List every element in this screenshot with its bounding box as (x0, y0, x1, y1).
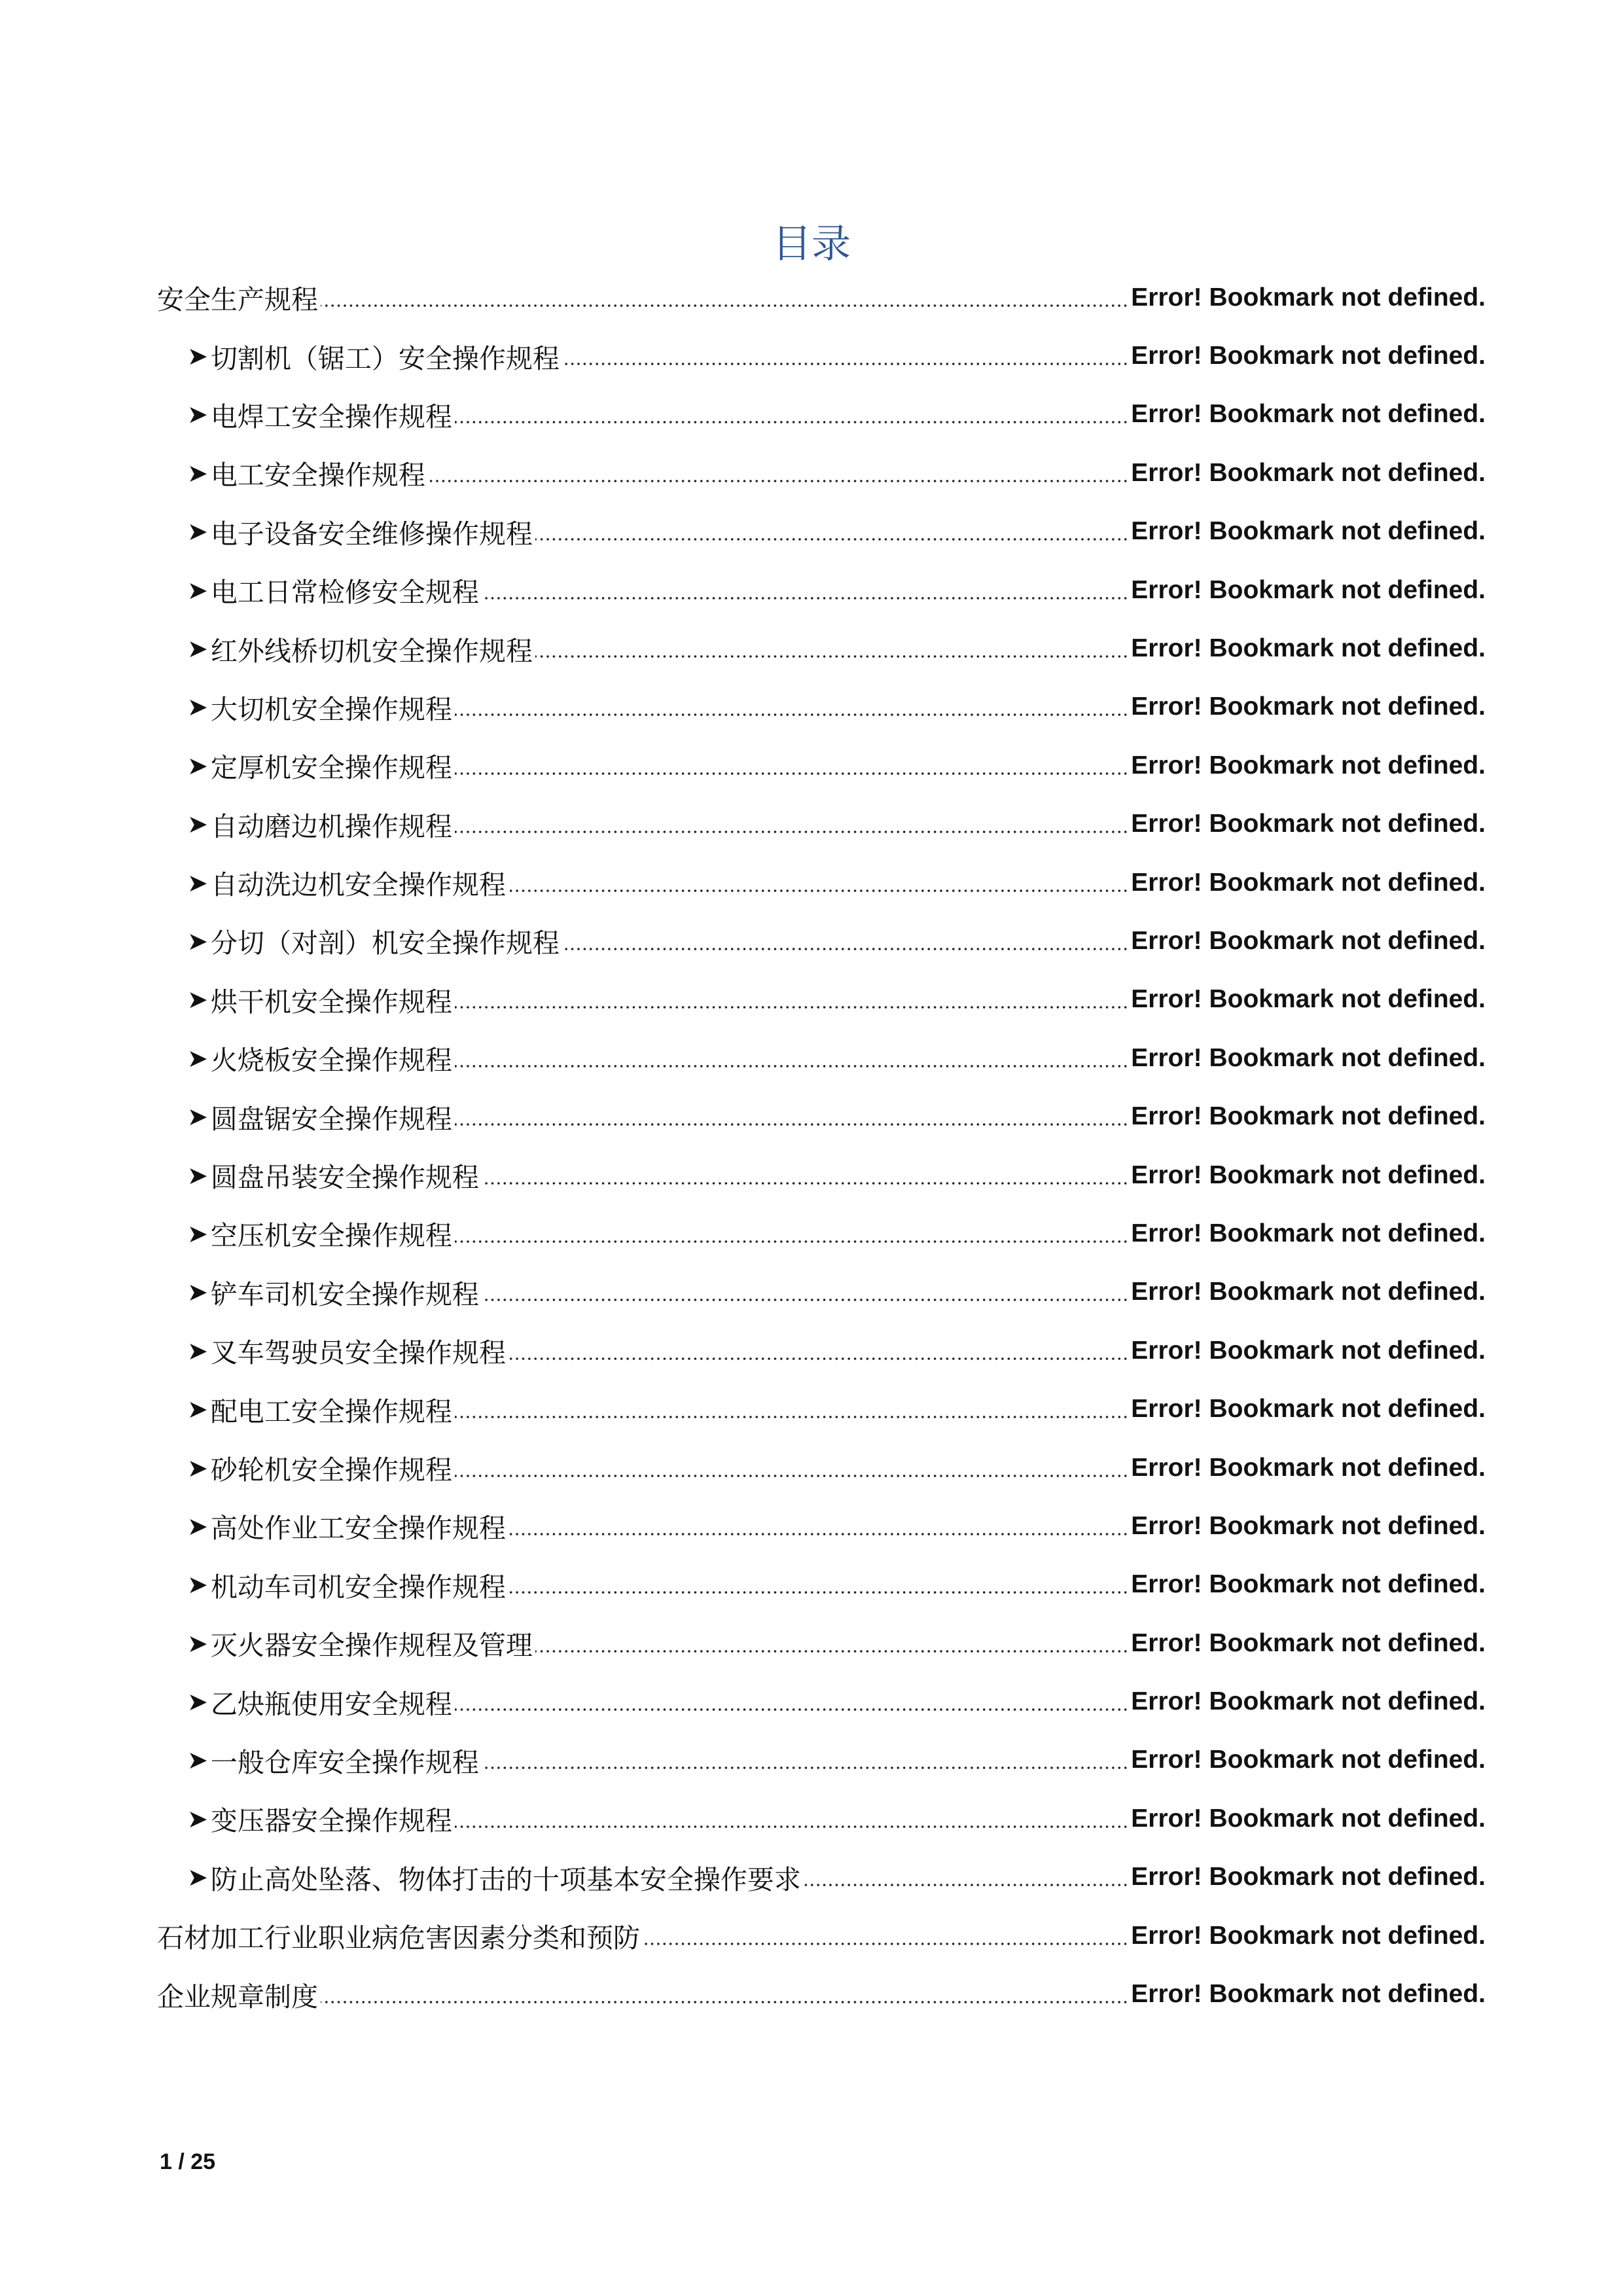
toc-page-reference: Error! Bookmark not defined. (1131, 692, 1486, 721)
toc-page-reference: Error! Bookmark not defined. (1131, 1395, 1486, 1424)
toc-entry[interactable] (157, 1556, 1486, 1614)
dot-leader (535, 655, 1128, 658)
arrow-bullet-icon: ➤ (187, 1278, 208, 1307)
arrow-bullet-icon: ➤ (187, 1160, 208, 1190)
dot-leader (643, 1943, 1128, 1945)
toc-entry[interactable] (157, 971, 1486, 1029)
toc-entry-title (187, 1624, 533, 1662)
dot-leader (508, 1591, 1128, 1594)
arrow-bullet-icon: ➤ (187, 1102, 208, 1132)
page-title: 目录 (772, 221, 851, 267)
arrow-bullet-icon: ➤ (187, 868, 208, 897)
toc-page-reference: Error! Bookmark not defined. (1131, 575, 1486, 604)
toc-entry-title (187, 1156, 479, 1194)
toc-entry-label: 砂轮机安全操作规程 (210, 1454, 452, 1486)
arrow-bullet-icon: ➤ (187, 1804, 208, 1833)
toc-entry[interactable] (157, 268, 1486, 327)
toc-page-reference: Error! Bookmark not defined. (1131, 926, 1486, 955)
dot-leader (482, 1299, 1128, 1301)
toc-entry-label: 空压机安全操作规程 (210, 1220, 452, 1252)
toc-page-reference: Error! Bookmark not defined. (1131, 751, 1486, 780)
toc-entry-title (187, 1390, 452, 1429)
toc-entry-label: 乙炔瓶使用安全规程 (210, 1688, 452, 1720)
arrow-bullet-icon: ➤ (187, 1570, 208, 1600)
toc-entry-label: 电子设备安全维修操作规程 (210, 518, 533, 550)
dot-leader (455, 1240, 1128, 1243)
toc-entry-label: 灭火器安全操作规程及管理 (210, 1630, 533, 1662)
toc-page-reference: Error! Bookmark not defined. (1131, 283, 1486, 312)
toc-entry[interactable] (157, 1672, 1486, 1731)
toc-page-reference: Error! Bookmark not defined. (1131, 1980, 1486, 2009)
toc-entry[interactable] (157, 678, 1486, 736)
toc-entry[interactable] (157, 1029, 1486, 1087)
arrow-bullet-icon: ➤ (187, 342, 208, 371)
dot-leader (455, 1475, 1128, 1477)
dot-leader (455, 1065, 1128, 1067)
toc-page-reference: Error! Bookmark not defined. (1131, 1219, 1486, 1247)
toc-entry[interactable] (157, 1907, 1486, 1965)
toc-page-reference: Error! Bookmark not defined. (1131, 1570, 1486, 1599)
arrow-bullet-icon: ➤ (187, 1687, 208, 1717)
dot-leader (535, 538, 1128, 541)
toc-entry-label: 叉车驾驶员安全操作规程 (210, 1337, 506, 1369)
toc-entry-label: 企业规章制度 (157, 1981, 318, 2013)
toc-entry[interactable] (157, 1614, 1486, 1672)
toc-page-reference: Error! Bookmark not defined. (1131, 517, 1486, 546)
toc-page-reference: Error! Bookmark not defined. (1131, 1453, 1486, 1482)
toc-entry[interactable] (157, 1497, 1486, 1555)
toc-page-reference: Error! Bookmark not defined. (1131, 1278, 1486, 1306)
toc-entry[interactable] (157, 561, 1486, 619)
dot-leader (321, 304, 1128, 307)
toc-entry-label: 石材加工行业职业病危害因素分类和预防 (157, 1922, 640, 1954)
arrow-bullet-icon: ➤ (187, 985, 208, 1014)
arrow-bullet-icon: ➤ (187, 517, 208, 547)
toc-entry[interactable] (157, 1848, 1486, 1907)
arrow-bullet-icon: ➤ (187, 1453, 208, 1482)
toc-entry-label: 自动磨边机操作规程 (210, 810, 452, 842)
arrow-bullet-icon: ➤ (187, 926, 208, 956)
dot-leader (508, 1533, 1128, 1535)
toc-entry-label: 配电工安全操作规程 (210, 1395, 452, 1427)
toc-entry-title (157, 1975, 318, 2014)
toc-entry[interactable] (157, 1321, 1486, 1380)
toc-entry[interactable] (157, 1204, 1486, 1263)
toc-entry[interactable] (157, 1380, 1486, 1438)
toc-entry-label: 圆盘锯安全操作规程 (210, 1103, 452, 1135)
toc-entry-label: 大切机安全操作规程 (210, 693, 452, 725)
dot-leader (455, 1123, 1128, 1126)
dot-leader (508, 1357, 1128, 1360)
dot-leader (508, 889, 1128, 892)
toc-page-reference: Error! Bookmark not defined. (1131, 1102, 1486, 1131)
toc-entry-title (157, 1916, 640, 1955)
toc-entry[interactable] (157, 327, 1486, 385)
dot-leader (562, 948, 1128, 950)
toc-page-reference: Error! Bookmark not defined. (1131, 985, 1486, 1014)
dot-leader (455, 421, 1128, 423)
dot-leader (455, 831, 1128, 833)
toc-page-reference: Error! Bookmark not defined. (1131, 1511, 1486, 1540)
toc-entry[interactable] (157, 1789, 1486, 1848)
toc-entry[interactable] (157, 1439, 1486, 1497)
arrow-bullet-icon: ➤ (187, 692, 208, 722)
toc-entry-title (187, 922, 560, 960)
toc-entry-title (187, 1507, 506, 1545)
toc-entry-label: 分切（对剖）机安全操作规程 (210, 927, 560, 960)
dot-leader (482, 597, 1128, 600)
toc-page-reference: Error! Bookmark not defined. (1131, 342, 1486, 370)
arrow-bullet-icon: ➤ (187, 1043, 208, 1073)
dot-leader (455, 1006, 1128, 1009)
toc-entry-label: 电焊工安全操作规程 (210, 401, 452, 433)
arrow-bullet-icon: ➤ (187, 634, 208, 664)
toc-entry[interactable] (157, 619, 1486, 677)
toc-page-reference: Error! Bookmark not defined. (1131, 458, 1486, 487)
toc-entry-label: 机动车司机安全操作规程 (210, 1571, 506, 1603)
toc-entry-title (187, 1799, 452, 1838)
toc-entry[interactable] (157, 1087, 1486, 1145)
toc-entry-label: 变压器安全操作规程 (210, 1805, 452, 1837)
toc-entry-title (187, 337, 560, 376)
toc-page-reference: Error! Bookmark not defined. (1131, 1628, 1486, 1657)
dot-leader (482, 1182, 1128, 1185)
toc-entry-title (187, 1566, 506, 1604)
toc-entry[interactable] (157, 1731, 1486, 1789)
toc-entry-label: 一般仓库安全操作规程 (210, 1746, 479, 1778)
arrow-bullet-icon: ➤ (187, 458, 208, 488)
toc-entry-title (187, 1741, 479, 1780)
toc-entry[interactable] (157, 444, 1486, 502)
dot-leader (562, 363, 1128, 365)
toc-page-reference: Error! Bookmark not defined. (1131, 1160, 1486, 1189)
dot-leader (455, 1708, 1128, 1711)
toc-page-reference: Error! Bookmark not defined. (1131, 868, 1486, 897)
toc-entry-title (187, 1331, 506, 1370)
toc-entry-label: 高处作业工安全操作规程 (210, 1513, 506, 1545)
arrow-bullet-icon: ➤ (187, 751, 208, 780)
arrow-bullet-icon: ➤ (187, 1628, 208, 1658)
arrow-bullet-icon: ➤ (187, 1863, 208, 1892)
toc-entry-title (187, 688, 452, 726)
toc-entry-title (187, 863, 506, 902)
arrow-bullet-icon: ➤ (187, 575, 208, 605)
toc-entry-label: 圆盘吊装安全操作规程 (210, 1162, 479, 1194)
toc-entry-title (187, 805, 452, 844)
toc-entry[interactable] (157, 503, 1486, 561)
toc-page-reference: Error! Bookmark not defined. (1131, 1687, 1486, 1716)
toc-entry-title (187, 454, 425, 492)
toc-entry-label: 红外线桥切机安全操作规程 (210, 635, 533, 667)
dot-leader (535, 1650, 1128, 1653)
arrow-bullet-icon: ➤ (187, 1219, 208, 1248)
toc-page-reference: Error! Bookmark not defined. (1131, 1804, 1486, 1833)
toc-entry-title (187, 1273, 479, 1312)
toc-entry-title (187, 571, 479, 609)
dot-leader (455, 1416, 1128, 1418)
toc-entry-label: 切割机（锯工）安全操作规程 (210, 342, 560, 374)
toc-entry-label: 电工日常检修安全规程 (210, 577, 479, 609)
toc-entry-title (187, 1683, 452, 1721)
toc-entry[interactable] (157, 1146, 1486, 1204)
toc-page-reference: Error! Bookmark not defined. (1131, 1746, 1486, 1774)
table-of-contents (157, 268, 1486, 2024)
arrow-bullet-icon: ➤ (187, 1746, 208, 1775)
toc-entry-title (187, 1448, 452, 1487)
toc-entry-title (187, 746, 452, 785)
dot-leader (455, 713, 1128, 716)
arrow-bullet-icon: ➤ (187, 1395, 208, 1424)
toc-entry-label: 铲车司机安全操作规程 (210, 1278, 479, 1310)
toc-entry-title (187, 395, 452, 434)
toc-entry[interactable] (157, 386, 1486, 444)
page-number: 1 / 25 (160, 2149, 216, 2174)
toc-entry-title (157, 278, 318, 317)
toc-entry-label: 自动洗边机安全操作规程 (210, 869, 506, 901)
dot-leader (455, 772, 1128, 775)
toc-entry-title (187, 1098, 452, 1136)
toc-page-reference: Error! Bookmark not defined. (1131, 634, 1486, 663)
arrow-bullet-icon: ➤ (187, 810, 208, 839)
toc-entry-title (187, 980, 452, 1019)
toc-entry[interactable] (157, 853, 1486, 912)
toc-entry[interactable] (157, 1263, 1486, 1321)
toc-entry[interactable] (157, 795, 1486, 853)
toc-entry-label: 定厚机安全操作规程 (210, 752, 452, 784)
toc-entry-title (187, 512, 533, 551)
dot-leader (321, 2001, 1128, 2003)
toc-page-reference: Error! Bookmark not defined. (1131, 1921, 1486, 1950)
dot-leader (428, 480, 1128, 482)
dot-leader (804, 1884, 1128, 1886)
toc-page-reference: Error! Bookmark not defined. (1131, 1043, 1486, 1072)
toc-entry-label: 安全生产规程 (157, 284, 318, 316)
toc-entry-title (187, 630, 533, 668)
arrow-bullet-icon: ➤ (187, 1336, 208, 1365)
toc-entry-label: 电工安全操作规程 (210, 459, 425, 492)
toc-page-reference: Error! Bookmark not defined. (1131, 400, 1486, 429)
toc-entry-title (187, 1858, 801, 1897)
toc-page-reference: Error! Bookmark not defined. (1131, 1863, 1486, 1892)
toc-entry-label: 火烧板安全操作规程 (210, 1045, 452, 1077)
toc-entry-title (187, 1214, 452, 1253)
toc-page-reference: Error! Bookmark not defined. (1131, 1336, 1486, 1365)
toc-entry-label: 烘干机安全操作规程 (210, 986, 452, 1018)
arrow-bullet-icon: ➤ (187, 400, 208, 429)
toc-page-reference: Error! Bookmark not defined. (1131, 810, 1486, 838)
toc-entry[interactable] (157, 736, 1486, 795)
arrow-bullet-icon: ➤ (187, 1511, 208, 1541)
toc-entry[interactable] (157, 912, 1486, 970)
toc-entry-label: 防止高处坠落、物体打击的十项基本安全操作要求 (210, 1863, 801, 1895)
dot-leader (455, 1825, 1128, 1828)
dot-leader (482, 1767, 1128, 1769)
toc-entry-title (187, 1039, 452, 1077)
toc-entry[interactable] (157, 1965, 1486, 2023)
